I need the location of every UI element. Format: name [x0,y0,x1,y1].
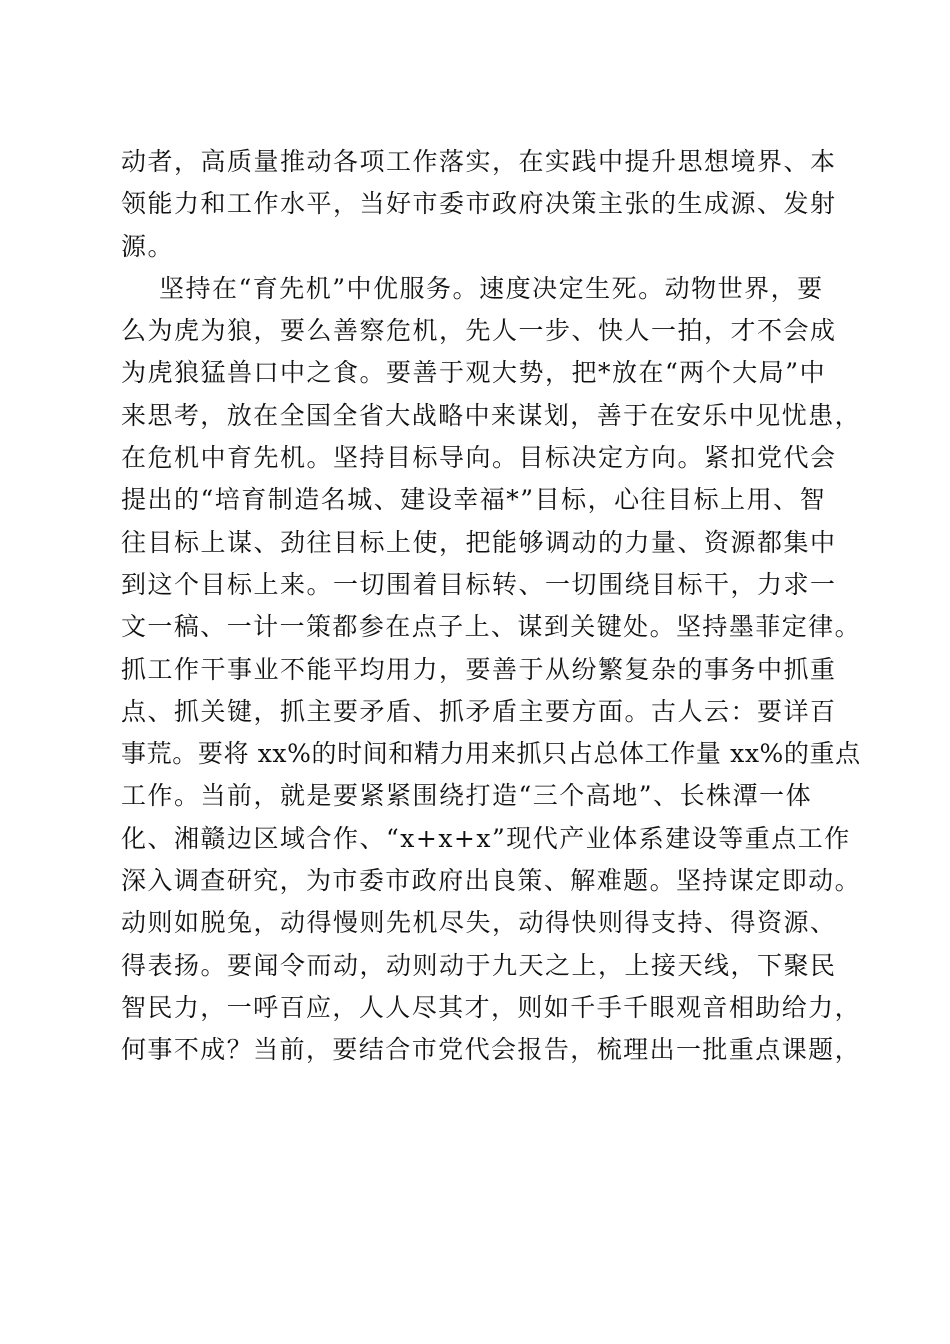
text-line: 么为虎为狼，要么善察危机，先人一步、快人一拍，才不会成 [121,316,837,346]
text-line: 化、湘赣边区域合作、“x+x+x”现代产业体系建设等重点工作 [121,823,851,853]
text-line: 文一稿、一计一策都参在点子上、谋到关键处。坚持墨菲定律。 [121,612,862,642]
text-line: 深入调查研究，为市委市政府出良策、解难题。坚持谋定即动。 [121,866,862,896]
text-line: 领能力和工作水平，当好市委市政府决策主张的生成源、发射 [121,189,837,219]
text-line: 事荒。要将 xx%的时间和精力用来抓只占总体工作量 xx%的重点 [121,739,861,769]
text-line: 提出的“培育制造名城、建设幸福*”目标，心往目标上用、智 [121,485,827,515]
text-line: 来思考，放在全国全省大战略中来谋划，善于在安乐中见忧患， [121,400,862,430]
text-line: 工作。当前，就是要紧紧围绕打造“三个高地”、长株潭一体 [121,781,813,811]
text-line: 往目标上谋、劲往目标上使，把能够调动的力量、资源都集中 [121,527,837,557]
text-line: 动则如脱兔，动得慢则先机尽失，动得快则得支持、得资源、 [121,908,837,938]
text-line: 何事不成？当前，要结合市党代会报告，梳理出一批重点课题， [121,1035,862,1065]
text-line: 在危机中育先机。坚持目标导向。目标决定方向。紧扣党代会 [121,443,837,473]
paragraph-first-line: 坚持在“育先机”中优服务。速度决定生死。动物世界，要 [159,273,824,303]
body-text [121,141,861,1072]
text-line: 点、抓关键，抓主要矛盾、抓矛盾主要方面。古人云：要详百 [121,696,837,726]
text-line: 为虎狼猛兽口中之食。要善于观大势，把*放在“两个大局”中 [121,358,827,388]
text-line: 到这个目标上来。一切围着目标转、一切围绕目标干，力求一 [121,569,837,599]
text-line: 抓工作干事业不能平均用力，要善于从纷繁复杂的事务中抓重 [121,654,837,684]
text-line: 智民力，一呼百应，人人尽其才，则如千手千眼观音相助给力， [121,992,862,1022]
text-line: 动者，高质量推动各项工作落实，在实践中提升思想境界、本 [121,147,837,176]
text-line: 源。 [121,231,175,261]
text-line: 得表扬。要闻令而动，动则动于九天之上，上接天线，下聚民 [121,950,837,980]
